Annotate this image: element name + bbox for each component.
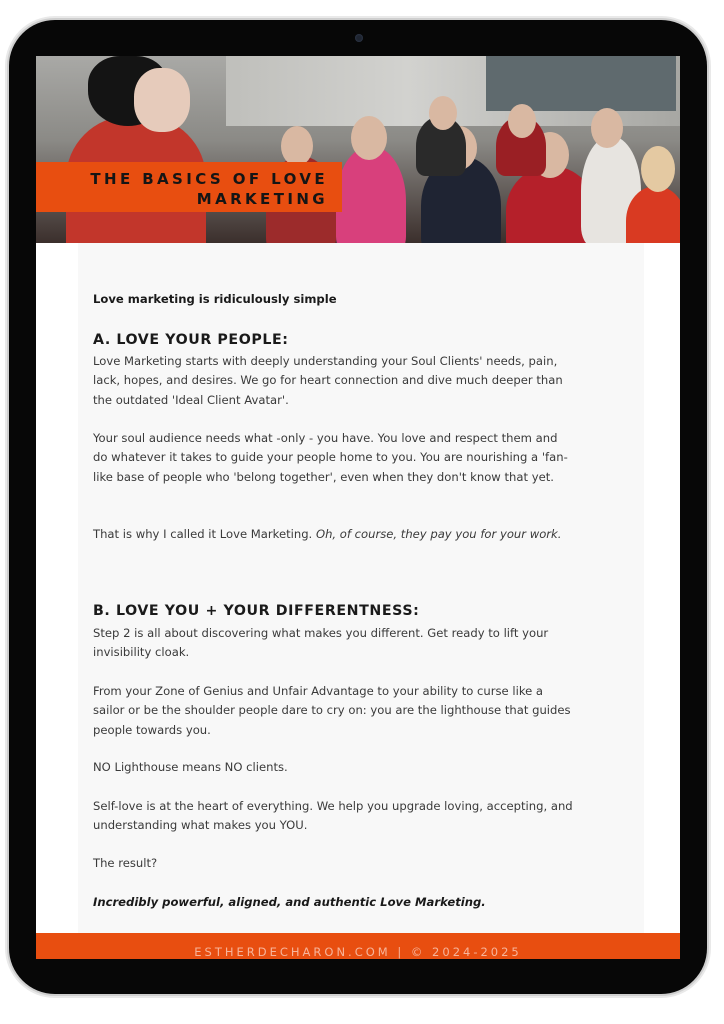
section-a-paragraph-3-plain: That is why I called it Love Marketing. [93, 527, 316, 541]
audience-head [508, 104, 536, 138]
banner-title-line-2: MARKETING [196, 190, 328, 208]
section-b-paragraph-3: NO Lighthouse means NO clients. [93, 760, 288, 774]
section-b-paragraph-4: Self-love is at the heart of everything. We help you upgrade loving, accepting, and understanding what makes you YOU. [93, 799, 573, 833]
audience-head [429, 96, 457, 130]
section-a-paragraph-3-italic: Oh, of course, they pay you for your work. [315, 527, 562, 541]
section-b-paragraph-2: From your Zone of Genius and Unfair Advantage to your ability to curse like a sailor or be the shoulder people dare to cry on: you are the lighthouse that guides people towards you. [93, 684, 571, 737]
footer-bar [36, 933, 680, 959]
section-b-heading: B. LOVE YOU + YOUR DIFFERENTNESS: [93, 603, 420, 619]
section-b-paragraph-6: Incredibly powerful, aligned, and authentic Love Marketing. [93, 895, 486, 909]
section-a-paragraph-1: Love Marketing starts with deeply understanding your Soul Clients' needs, pain, lack, hopes, and desires. We go for heart connection and dive much deeper than the outdated 'Ideal Client Avatar'. [93, 354, 563, 407]
section-a-paragraph-3 [93, 525, 573, 544]
hero-background-board [486, 56, 676, 111]
footer-copyright: ESTHERDECHARON.COM | © 2024-2025 [194, 945, 522, 959]
intro-text: Love marketing is ridiculously simple [93, 292, 337, 306]
audience-head [281, 126, 313, 166]
audience-head [641, 146, 675, 192]
audience-head [591, 108, 623, 148]
tablet-screen [36, 56, 680, 959]
tablet-device-frame [9, 20, 707, 994]
audience-head [351, 116, 387, 160]
speaker-face [134, 68, 190, 132]
audience-person [336, 146, 406, 243]
section-a-heading: A. LOVE YOUR PEOPLE: [93, 332, 289, 348]
section-b-paragraph-1: Step 2 is all about discovering what makes you different. Get ready to lift your invisibility cloak. [93, 626, 549, 660]
front-camera [355, 34, 363, 42]
title-banner [36, 162, 342, 212]
section-a-paragraph-2: Your soul audience needs what -only - you have. You love and respect them and do whatever it takes to guide your people home to you. You are nourishing a 'fan-like base of people who 'belong together', even when they don't know that yet. [93, 431, 568, 484]
section-b-paragraph-5: The result? [93, 856, 158, 870]
banner-title-line-1: THE BASICS OF LOVE [90, 170, 328, 188]
hero-photo [36, 56, 680, 243]
